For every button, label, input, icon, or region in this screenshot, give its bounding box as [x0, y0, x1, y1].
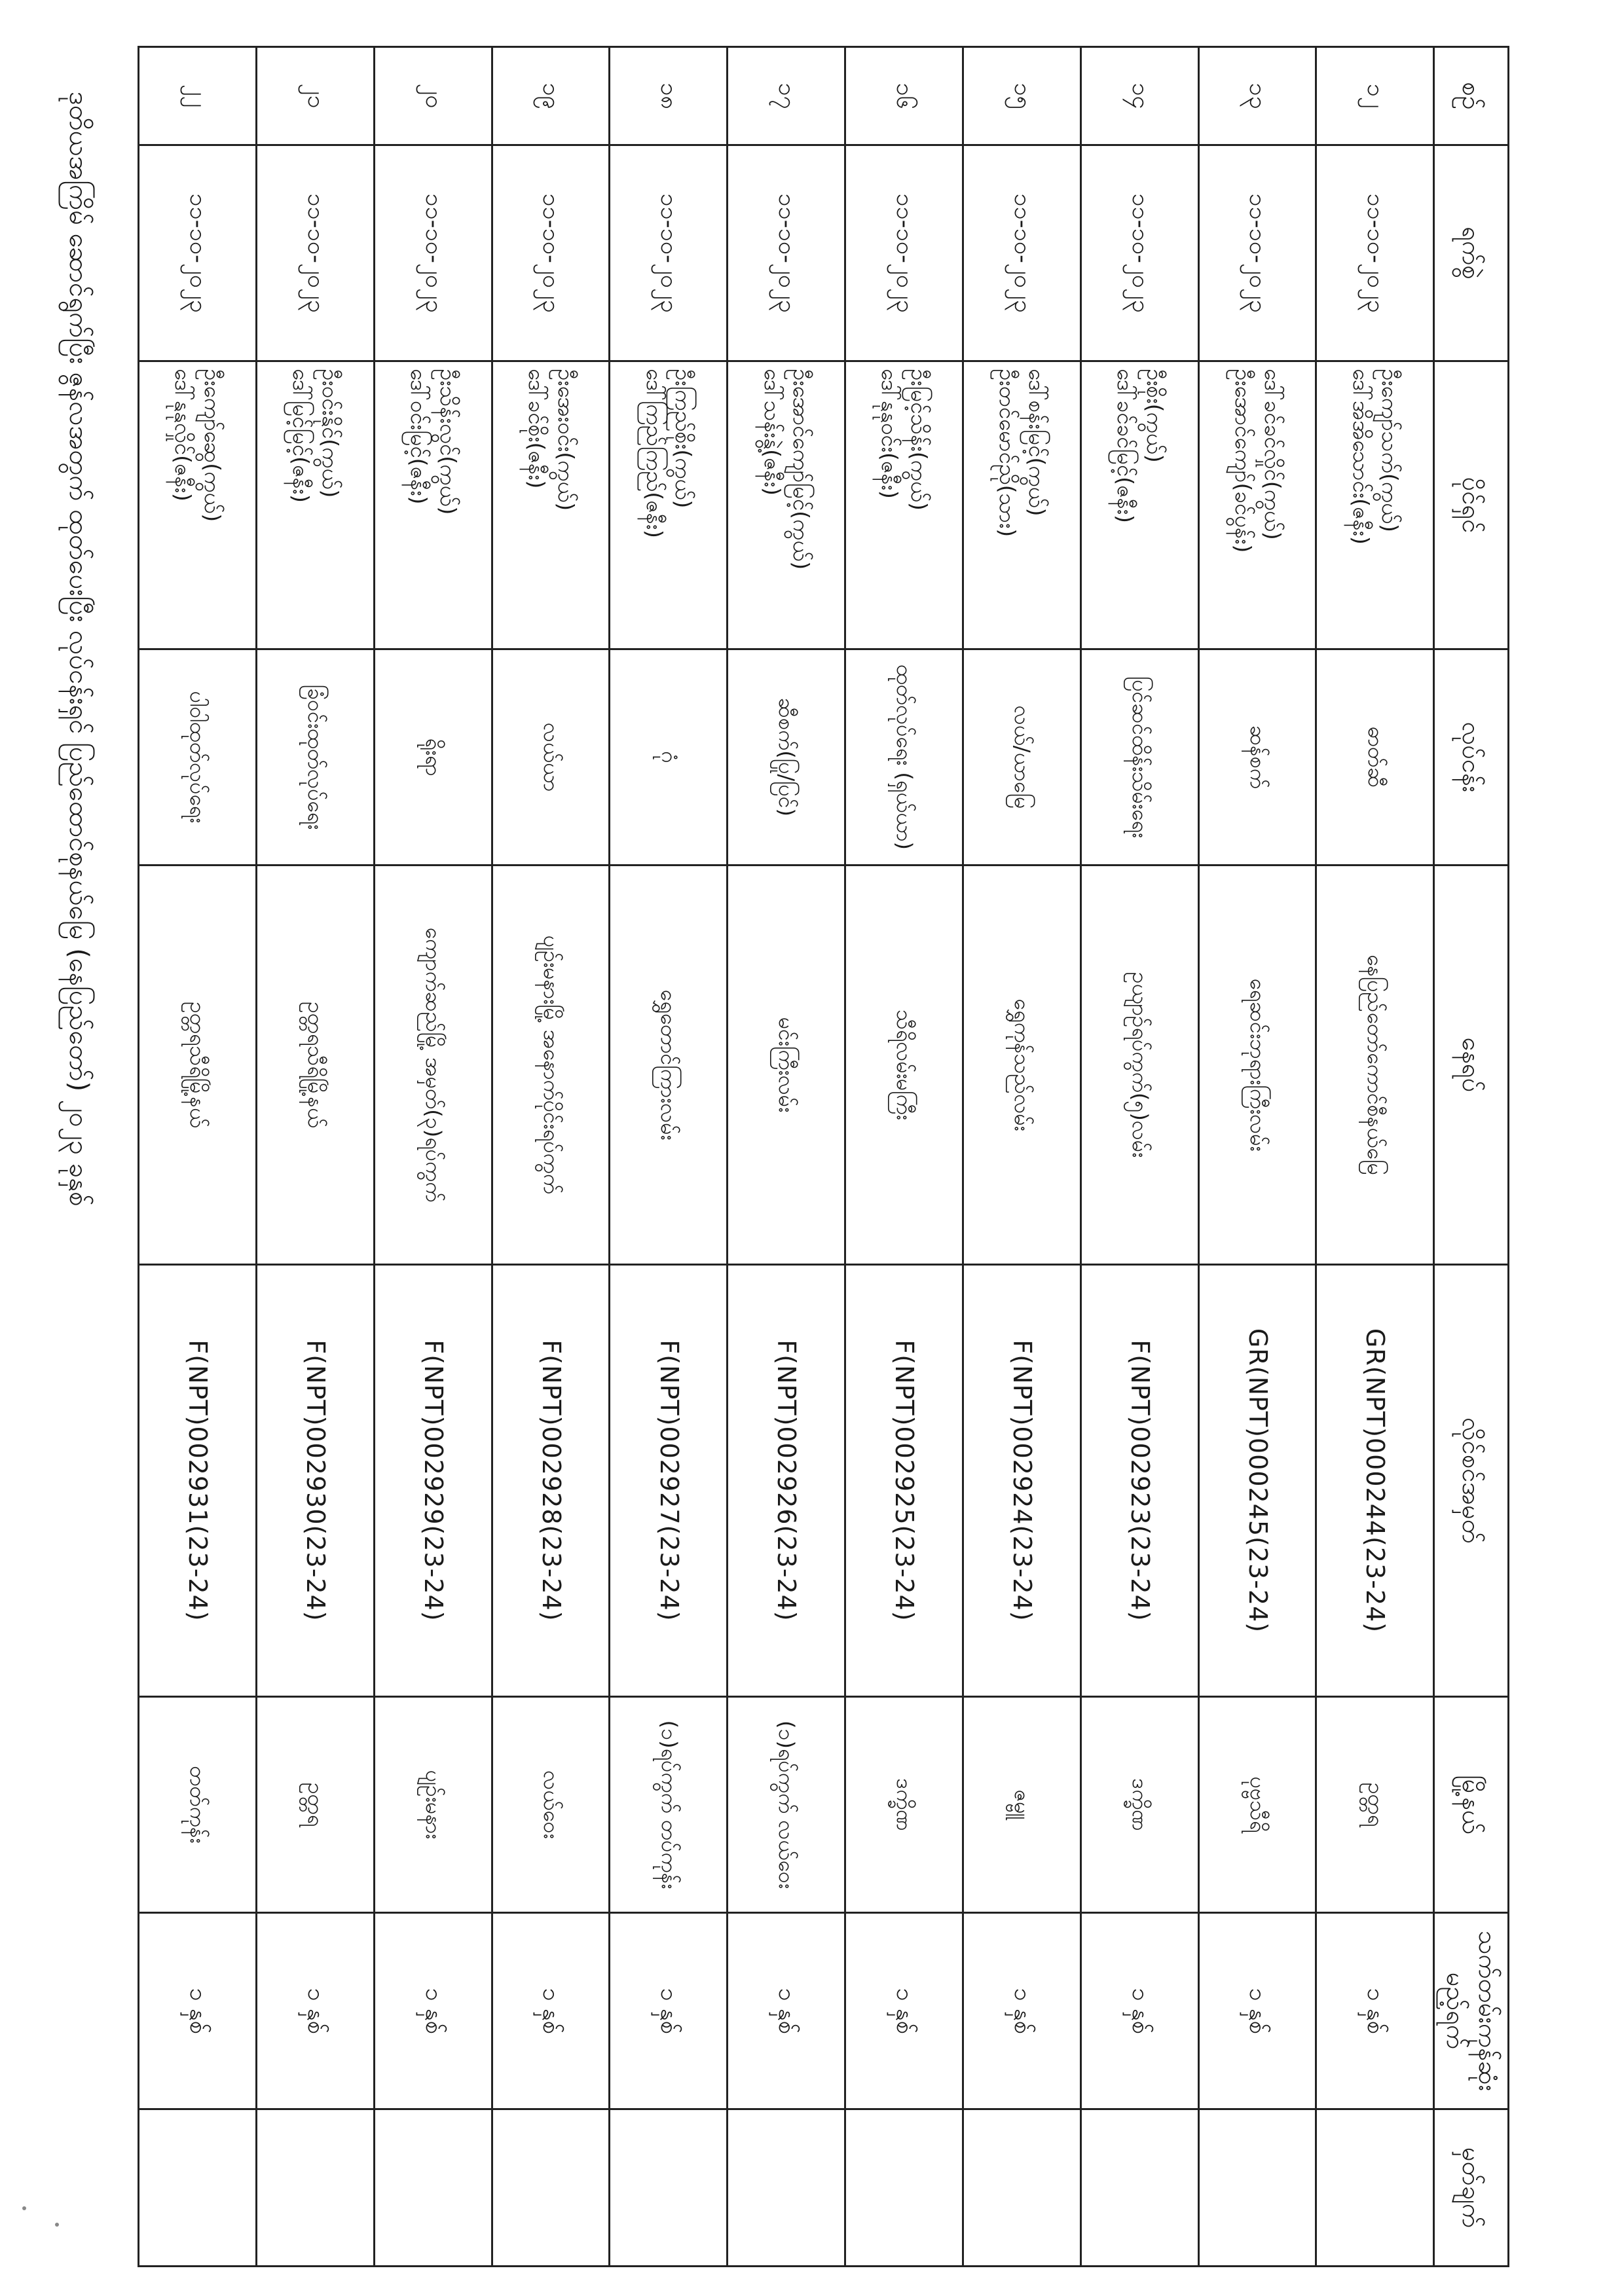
- table-row: [256, 47, 374, 2267]
- license-register-table: [138, 46, 1509, 2267]
- row-license-no: F(NPT)002925(23-24): [845, 1265, 963, 1697]
- row-no: ၁၃: [1198, 47, 1316, 145]
- row-date: ၁၁-၁၀-၂၀၂၃: [139, 145, 257, 361]
- header-owner: ပိုင်ရှင်: [1434, 361, 1509, 649]
- row-date: ၁၁-၁၀-၂၀၂၃: [492, 145, 610, 361]
- header-business: လုပ်ငန်း: [1434, 649, 1509, 866]
- row-validity: ၁ နှစ်: [1080, 1913, 1198, 2109]
- row-remark: [1198, 2109, 1316, 2267]
- row-validity: ၁ နှစ်: [492, 1913, 610, 2109]
- row-business: ဂုံ: [610, 649, 728, 866]
- row-address: ရေဆင်းဘုရားကြီးလမ်း: [1198, 866, 1316, 1265]
- row-no: ၁၆: [845, 47, 963, 145]
- row-address: ဥတ္တရသီရိမြို့နယ်: [256, 866, 374, 1265]
- owner-line: ဦးတင်မောင်ညို(သား): [995, 369, 1021, 538]
- row-business: ပါဝါထုတ်လုပ်ရေး: [139, 649, 257, 866]
- row-address: နေပြည်တော်ကောင်စီနယ်မြေ: [1316, 866, 1434, 1265]
- header-license-no: လိုင်စင်အမှတ်: [1434, 1265, 1509, 1697]
- row-business: ပြင်ဆင်ထိန်းသိမ်းရေး: [1080, 649, 1198, 866]
- row-license-no: F(NPT)002927(23-24): [610, 1265, 728, 1697]
- row-license-no: F(NPT)002930(23-24): [256, 1265, 374, 1697]
- owner-line: ဒေါ်သန်းနွဲ့(ဇနီး): [759, 369, 785, 496]
- owner-line: ဦးမြင့်သိန်း(ကွယ်): [906, 369, 932, 511]
- table-row: [845, 47, 963, 2267]
- row-township: ပုဗ္ဗသီရိ: [1198, 1697, 1316, 1913]
- row-township: ဇမ္ဗူ: [963, 1697, 1080, 1913]
- owner-line: ဦးကြည်စိုး(ကွယ်): [671, 369, 697, 509]
- row-no: ၂၂: [139, 47, 257, 145]
- row-date: ၁၁-၁၀-၂၀၂၃: [1316, 145, 1434, 361]
- row-township: တတ်ကုန်း: [139, 1697, 257, 1913]
- row-license-no: F(NPT)002926(23-24): [728, 1265, 845, 1697]
- row-date: ၁၁-၁၀-၂၀၂၃: [1080, 145, 1198, 361]
- owner-line: ဒေါ်ဝင်းမြင့်(ဇနီး): [406, 369, 432, 505]
- row-owner: [845, 361, 963, 649]
- owner-line: ဒေါ်မြင့်မြင့်(ဇနီး): [288, 369, 314, 503]
- table-row: [1198, 47, 1316, 2267]
- row-no: ၁၉: [492, 47, 610, 145]
- row-date: ၁၁-၁၀-၂၀၂၃: [374, 145, 492, 361]
- row-township: ဥတ္တရ: [256, 1697, 374, 1913]
- row-date: ၁၁-၁၀-၂၀၂၃: [610, 145, 728, 361]
- header-no: စဉ်: [1434, 47, 1509, 145]
- row-business: ဆီစက်(ပြု/ပြင်): [728, 649, 845, 866]
- row-township: (၁)ရပ်ကွက် လယ်ဝေး: [728, 1697, 845, 1913]
- scan-speck: [22, 2206, 26, 2210]
- row-validity: ၁ နှစ်: [256, 1913, 374, 2109]
- row-validity: ၁ နှစ်: [610, 1913, 728, 2109]
- owner-line: ဦးသိန်းလွင်(ကွယ်): [435, 369, 461, 515]
- row-remark: [256, 2109, 374, 2267]
- owner-line: ဒေါ်အိအိသောင်း(ဇနီး): [1348, 369, 1374, 545]
- row-license-no: F(NPT)002924(23-24): [963, 1265, 1080, 1697]
- table-row: [492, 47, 610, 2267]
- row-remark: [374, 2109, 492, 2267]
- row-owner: [1316, 361, 1434, 649]
- row-owner: [728, 361, 845, 649]
- row-no: ၁၂: [1316, 47, 1434, 145]
- row-address: မင်းကြီးလမ်း: [728, 866, 845, 1265]
- owner-line: ဒေါ်ခင်ခင်မြင့်(ဇနီး): [1113, 369, 1139, 523]
- scan-speck: [55, 2223, 59, 2227]
- row-remark: [728, 2109, 845, 2267]
- row-business: ဆန်စက်: [1198, 649, 1316, 866]
- row-license-no: F(NPT)002923(23-24): [1080, 1265, 1198, 1697]
- row-validity: ၁ နှစ်: [845, 1913, 963, 2109]
- row-business: ခြံဝင်းထုတ်လုပ်ရေး: [256, 649, 374, 866]
- row-township: လယ်ဝေး: [492, 1697, 610, 1913]
- owner-line: ဒေါ်ကြည်ကြည်(ဇနီး): [641, 369, 667, 539]
- row-owner: [610, 361, 728, 649]
- register-body: [139, 47, 1434, 2267]
- row-address: ဥတ္တရသီရိမြို့နယ်: [139, 866, 257, 1265]
- owner-line: ဦးဝင်းနိုင်(ကွယ်): [317, 369, 343, 498]
- header-row: [1434, 47, 1509, 2267]
- header-validity: သက်တမ်းကုန်ဆုံးမည့်ရက်: [1434, 1913, 1509, 2109]
- owner-line: ဦးအောင်ကျော်(ခင်ပွန်း): [1230, 369, 1256, 553]
- owner-line: ဦးကျော်ဆွေ(ကွယ်): [200, 369, 226, 522]
- row-township: (၁)ရပ်ကွက် တပ်ကုန်း: [610, 1697, 728, 1913]
- row-business: ရိုးရာ: [374, 649, 492, 866]
- header-address: နေရပ်: [1434, 866, 1509, 1265]
- table-row: [963, 47, 1080, 2267]
- row-address: ဥယျာဉ်ရပ်ကွက်(၅)လမ်း: [1080, 866, 1198, 1265]
- row-owner: [963, 361, 1080, 649]
- row-owner: [1198, 361, 1316, 649]
- row-address: ကျောက်ဆည်မြို့ အမှတ်(၃)ရပ်ကွက်: [374, 866, 492, 1265]
- row-license-no: GR(NPT)000245(23-24): [1198, 1265, 1316, 1697]
- row-validity: ၁ နှစ်: [963, 1913, 1080, 2109]
- row-township: ဒက္ခိဏ: [845, 1697, 963, 1913]
- row-license-no: GR(NPT)000244(23-24): [1316, 1265, 1434, 1697]
- table-row: [728, 47, 845, 2267]
- row-township: ပျဉ်းမနား: [374, 1697, 492, 1913]
- table-row: [1316, 47, 1434, 2267]
- row-no: ၂၀: [374, 47, 492, 145]
- row-validity: ၁ နှစ်: [728, 1913, 845, 2109]
- row-remark: [139, 2109, 257, 2267]
- row-business: ဓာတ်ဆီ: [1316, 649, 1434, 866]
- table-row: [374, 47, 492, 2267]
- row-no: ၁၄: [1080, 47, 1198, 145]
- row-no: ၁၇: [728, 47, 845, 145]
- header-remark: မှတ်ချက်: [1434, 2109, 1509, 2267]
- table-row: [139, 47, 257, 2267]
- row-validity: ၁ နှစ်: [139, 1913, 257, 2109]
- owner-line: ဒေါ်ခင်ခင်လှိုင်(ကွယ်): [1259, 369, 1285, 540]
- document-title: ဒုတိယအကြိမ် ဆောင်ရွက်ပြီး ဇွန်လအတွက် ထုတ်ပေးပြီး လုပ်ငန်းရှင် ပြည်ထောင်စုနယ်မြေ (နေပြည်တော်) ၂၀၂၃ ခုနှစ်: [64, 92, 94, 1207]
- owner-line: ဒေါ်နုနုလှိုင်(ဇနီး): [170, 369, 196, 501]
- row-address: ရွှေတောင်ကြားလမ်း: [610, 866, 728, 1265]
- row-no: ၁၈: [610, 47, 728, 145]
- row-business: လယ်/ယာမြေ: [963, 649, 1080, 866]
- owner-line: ဦးအောင်ကျော်မြင့်(ကွယ်): [788, 369, 815, 570]
- row-license-no: F(NPT)002928(23-24): [492, 1265, 610, 1697]
- row-owner: [492, 361, 610, 649]
- row-validity: ၁ နှစ်: [1316, 1913, 1434, 2109]
- row-address: သီရိလမ်းမကြီး: [845, 866, 963, 1265]
- owner-line: ဒေါ်ခင်စိုး(ဇနီး): [524, 369, 550, 489]
- row-license-no: F(NPT)002929(23-24): [374, 1265, 492, 1697]
- row-remark: [963, 2109, 1080, 2267]
- row-owner: [256, 361, 374, 649]
- row-address: ရွှေကုန်သည်လမ်း: [963, 866, 1080, 1265]
- row-validity: ၁ နှစ်: [374, 1913, 492, 2109]
- row-date: ၁၁-၁၀-၂၀၂၃: [256, 145, 374, 361]
- table-row: [610, 47, 728, 2267]
- owner-line: ဦးအေးဝင်း(ကွယ်): [553, 369, 579, 511]
- row-date: ၁၁-၁၀-၂၀၂၃: [728, 145, 845, 361]
- owner-line: ဦးကျော်သက်(ကွယ်): [1377, 369, 1403, 532]
- table-row: [1080, 47, 1198, 2267]
- row-owner: [374, 361, 492, 649]
- row-business: လယ်ယာ: [492, 649, 610, 866]
- row-remark: [492, 2109, 610, 2267]
- row-remark: [845, 2109, 963, 2267]
- row-date: ၁၁-၁၀-၂၀၂၃: [1198, 145, 1316, 361]
- row-remark: [1080, 2109, 1198, 2267]
- row-no: ၁၅: [963, 47, 1080, 145]
- row-remark: [610, 2109, 728, 2267]
- header-date: ရက်စွဲ: [1434, 145, 1509, 361]
- header-township: မြို့နယ်: [1434, 1697, 1509, 1913]
- row-business: ထုတ်လုပ်ရေး (ရှယ်ယာ): [845, 649, 963, 866]
- row-no: ၂၁: [256, 47, 374, 145]
- row-date: ၁၁-၁၀-၂၀၂၃: [963, 145, 1080, 361]
- row-owner: [139, 361, 257, 649]
- row-township: ဒက္ခိဏ: [1080, 1697, 1198, 1913]
- row-license-no: F(NPT)002931(23-24): [139, 1265, 257, 1697]
- owner-line: ဦးစိုး(ကွယ်): [1141, 369, 1168, 463]
- row-address: ပျဉ်းမနားမြို့ အနောက်ပိုင်းရပ်ကွက်: [492, 866, 610, 1265]
- row-township: ဥတ္တရ: [1316, 1697, 1434, 1913]
- owner-line: ဒေါ်စန်းမြင့်(ကွယ်): [1024, 369, 1050, 517]
- row-remark: [1316, 2109, 1434, 2267]
- owner-line: ဒေါ်နုနုဝင်း(ဇနီး): [877, 369, 903, 499]
- row-owner: [1080, 361, 1198, 649]
- row-validity: ၁ နှစ်: [1198, 1913, 1316, 2109]
- row-date: ၁၁-၁၀-၂၀၂၃: [845, 145, 963, 361]
